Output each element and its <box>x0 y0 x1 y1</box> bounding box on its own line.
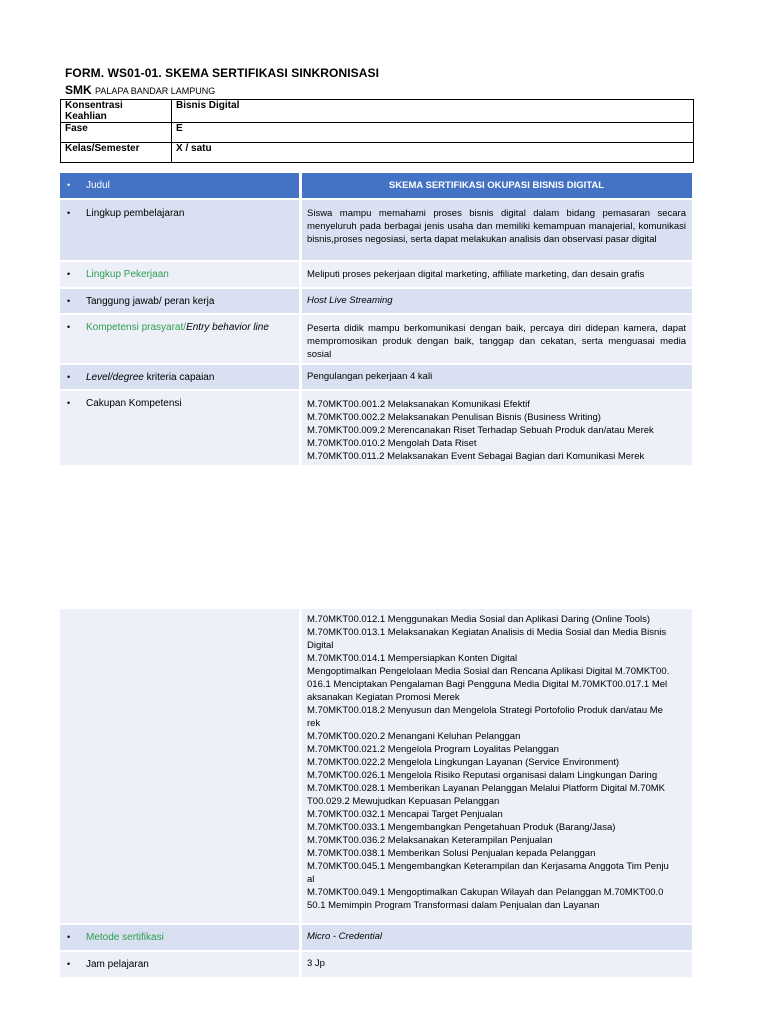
competency-line: aksanakan Kegiatan Promosi Merek <box>307 692 460 703</box>
row-kompetensi-prasyarat <box>60 315 693 363</box>
competency-line: M.70MKT00.018.2 Menyusun dan Mengelola Strategi Portofolio Produk dan/atau Me <box>307 705 663 716</box>
row-lingkup-pekerjaan <box>60 262 693 287</box>
info-row <box>61 123 694 143</box>
competency-line: 50.1 Memimpin Program Transformasi dalam Penjualan dan Layanan <box>307 900 600 911</box>
bullet-icon: • <box>67 959 71 969</box>
school-subname: PALAPA BANDAR LAMPUNG <box>95 86 216 96</box>
info-value: Bisnis Digital <box>172 100 694 123</box>
header-value: SKEMA SERTIFIKASI OKUPASI BISNIS DIGITAL <box>302 173 692 198</box>
row-value: Peserta didik mampu berkomunikasi dengan baik, percaya diri didepan kamera, dapat mempromosikan produk dengan baik, tanggap dan cekatan, serta menguasai media sosial <box>302 315 692 363</box>
competency-line: M.70MKT00.012.1 Menggunakan Media Sosial dan Aplikasi Daring (Online Tools) <box>307 614 651 625</box>
info-label: Fase <box>61 123 172 143</box>
bullet-icon: • <box>67 398 71 408</box>
school-name <box>65 83 215 97</box>
school-prefix: SMK <box>65 83 92 97</box>
form-title: FORM. WS01-01. SKEMA SERTIFIKASI SINKRONISASI <box>65 66 380 80</box>
row-level <box>60 365 693 389</box>
row-cakupan <box>60 391 693 465</box>
competency-line: M.70MKT00.045.1 Mengembangkan Keterampilan dan Kerjasama Anggota Tim Penju <box>307 861 669 872</box>
competency-line: M.70MKT00.010.2 Mengolah Data Riset <box>307 438 477 449</box>
competency-line: M.70MKT00.022.2 Mengelola Lingkungan Layanan (Service Environment) <box>307 757 620 768</box>
bullet-icon: • <box>67 296 71 306</box>
header-label: Judul <box>86 180 110 191</box>
bullet-icon: • <box>67 180 71 190</box>
competency-line: M.70MKT00.001.2 Melaksanakan Komunikasi Efektif <box>307 399 530 410</box>
info-label: Konsentrasi Keahlian <box>61 100 172 123</box>
info-row <box>61 143 694 163</box>
header-row <box>60 173 693 198</box>
bullet-icon: • <box>67 208 71 218</box>
competency-line: M.70MKT00.014.1 Mempersiapkan Konten Digital <box>307 653 518 664</box>
row-value: Siswa mampu memahami proses bisnis digital dalam bidang pemasaran secara menyeluruh pada berbagai jenis usaha dan memiliki kemampuan manajerial, komunikasi bisnis,proses negosiasi, serta dapat melakukan analisis dan observasi pasar digital <box>302 200 692 260</box>
competency-line: Digital <box>307 640 334 651</box>
row-label-italic: Level/degree <box>86 372 144 383</box>
competency-line: M.70MKT00.011.2 Melaksanakan Event Sebagai Bagian dari Komunikasi Merek <box>307 451 645 462</box>
bullet-icon: • <box>67 932 71 942</box>
row-value: Pengulangan pekerjaan 4 kali <box>302 365 692 389</box>
bullet-icon: • <box>67 269 71 279</box>
row-label: Jam pelajaran <box>86 959 149 970</box>
row-value: Micro - Credential <box>302 925 692 950</box>
competency-line: M.70MKT00.028.1 Memberikan Layanan Pelanggan Melalui Platform Digital M.70MK <box>307 783 666 794</box>
scheme-table <box>60 173 693 465</box>
competency-line: M.70MKT00.036.2 Melaksanakan Keterampilan Penjualan <box>307 835 553 846</box>
row-metode <box>60 925 693 950</box>
competency-line: al <box>307 874 315 885</box>
info-table <box>60 99 694 163</box>
competency-line: M.70MKT00.049.1 Mengoptimalkan Cakupan Wilayah dan Pelanggan M.70MKT00.0 <box>307 887 664 898</box>
row-cakupan-continued <box>60 609 693 923</box>
competency-line: M.70MKT00.009.2 Merencanakan Riset Terhadap Sebuah Produk dan/atau Merek <box>307 425 654 436</box>
scheme-table-continued <box>60 609 693 977</box>
row-jam <box>60 952 693 977</box>
row-value-list <box>302 609 692 923</box>
row-label: Cakupan Kompetensi <box>86 398 182 409</box>
competency-line: M.70MKT00.038.1 Memberikan Solusi Penjualan kepada Pelanggan <box>307 848 596 859</box>
competency-line: Mengoptimalkan Pengelolaan Media Sosial dan Rencana Aplikasi Digital M.70MKT00. <box>307 666 670 677</box>
competency-line: M.70MKT00.002.2 Melaksanakan Penulisan Bisnis (Business Writing) <box>307 412 601 423</box>
competency-line: M.70MKT00.032.1 Mencapai Target Penjualan <box>307 809 503 820</box>
competency-line: 016.1 Menciptakan Pengalaman Bagi Pengguna Media Digital M.70MKT00.017.1 Mel <box>307 679 668 690</box>
info-value: E <box>172 123 694 143</box>
row-label: Lingkup pembelajaran <box>86 208 185 219</box>
info-row <box>61 100 694 123</box>
bullet-icon: • <box>67 322 71 332</box>
competency-line: M.70MKT00.026.1 Mengelola Risiko Reputasi organisasi dalam Lingkungan Daring <box>307 770 658 781</box>
bullet-icon: • <box>67 372 71 382</box>
competency-line: M.70MKT00.020.2 Menangani Keluhan Pelanggan <box>307 731 521 742</box>
competency-line: M.70MKT00.021.2 Mengelola Program Loyalitas Pelanggan <box>307 744 559 755</box>
row-tanggung-jawab <box>60 289 693 313</box>
info-label: Kelas/Semester <box>61 143 172 163</box>
row-label: kriteria capaian <box>143 372 215 383</box>
competency-line: T00.029.2 Mewujudkan Kepuasan Pelanggan <box>307 796 500 807</box>
row-label: Tanggung jawab/ peran kerja <box>86 296 215 307</box>
competency-line: M.70MKT00.013.1 Melaksanakan Kegiatan Analisis di Media Sosial dan Media Bisnis <box>307 627 667 638</box>
row-value: Host Live Streaming <box>302 289 692 313</box>
row-lingkup-pembelajaran <box>60 200 693 260</box>
row-label: Kompetensi prasyarat/ <box>86 322 187 333</box>
row-value-list <box>302 391 692 465</box>
row-label-italic: Entry behavior line <box>186 322 269 333</box>
row-value: Meliputi proses pekerjaan digital marketing, affiliate marketing, dan desain grafis <box>302 262 692 287</box>
row-label: Lingkup Pekerjaan <box>86 269 169 280</box>
competency-line: rek <box>307 718 321 729</box>
row-label: Metode sertifikasi <box>86 932 164 943</box>
competency-line: M.70MKT00.033.1 Mengembangkan Pengetahuan Produk (Barang/Jasa) <box>307 822 616 833</box>
row-value: 3 Jp <box>302 952 692 977</box>
info-value: X / satu <box>172 143 694 163</box>
